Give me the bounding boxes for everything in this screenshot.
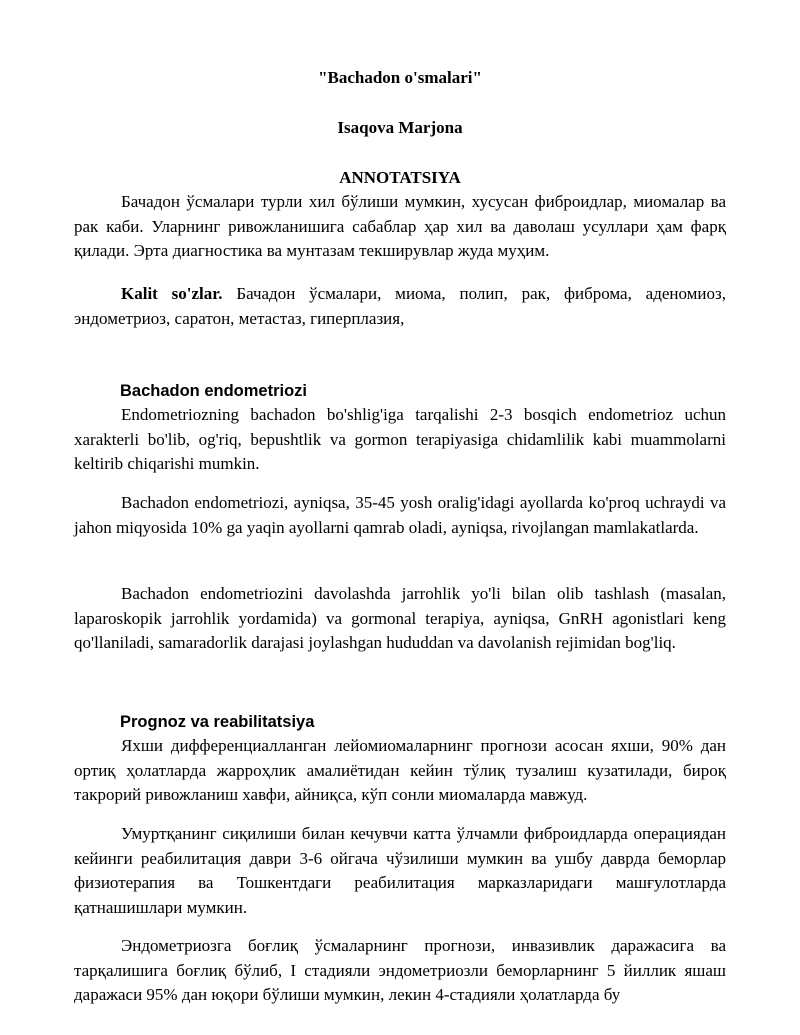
section1-paragraph-3: Bachadon endometriozini davolashda jarrohlik yo'li bilan olib tashlash (masalan, laparoskopik jarrohlik yordamida) va gormonal terapiya, ayniqsa, GnRH agonistlari keng qo'llaniladi, samaradorlik darajasi joylashgan hududdan va davolanish rejimidan bog'liq. xyxy=(74,584,726,653)
keywords-text: Бачадон ўсмалари, миома, полип, рак, фиброма, аденомиоз, эндометриоз, саратон, метастаз, гиперплазия, xyxy=(74,284,726,328)
section1-paragraph-1: Endometriozning bachadon bo'shlig'iga tarqalishi 2-3 bosqich endometrioz uchun xarakterli bo'lib, og'riq, bepushtlik va gormon terapiyasiga chidamlilik kabi muammolarni keltirib chiqarishi mumkin. xyxy=(74,405,726,474)
section-heading-endometriosis: Bachadon endometriozi xyxy=(120,382,308,400)
document-title: "Bachadon o'smalari" xyxy=(318,68,482,87)
section2-paragraph-1: Яхши дифференциалланган лейомиомаларнинг прогнози асосан яхши, 90% дан ортиқ ҳолатларда жарроҳлик амалиётидан кейин тўлиқ тузалиш кузатилади, бироқ такрорий ривожланиш хавфи, айниқса, кўп сонли миомаларда мавжуд. xyxy=(74,736,726,805)
keywords-label: Kalit so'zlar. xyxy=(121,284,223,303)
section-heading-prognosis: Prognoz va reabilitatsiya xyxy=(120,713,315,731)
annotation-heading: ANNOTATSIYA xyxy=(339,168,461,187)
annotation-paragraph: Бачадон ўсмалари турли хил бўлиши мумкин, хусусан фиброидлар, миомалар ва рак каби. Уларнинг ривожланишига сабаблар ҳар хил ва даволаш усуллари ҳам фарқ қилади. Эрта диагностика ва мунтазам текширувлар жуда муҳим. xyxy=(74,192,726,261)
keywords-paragraph xyxy=(74,282,726,331)
section1-paragraph-2: Bachadon endometriozi, ayniqsa, 35-45 yosh oralig'idagi ayollarda ko'proq uchraydi va jahon miqyosida 10% ga yaqin ayollarni qamrab oladi, ayniqsa, rivojlangan mamlakatlarda. xyxy=(74,493,726,537)
author-name: Isaqova Marjona xyxy=(337,118,463,137)
section2-paragraph-3: Эндометриозга боғлиқ ўсмаларнинг прогнози, инвазивлик даражасига ва тарқалишига боғлиқ бўлиб, I стадияли эндометриозли беморларнинг 5 йиллик яшаш даражаси 95% дан юқори бўлиши мумкин, лекин 4-стадияли ҳолатларда бу xyxy=(74,936,726,1005)
section2-paragraph-2: Умуртқанинг сиқилиши билан кечувчи катта ўлчамли фиброидларда операциядан кейинги реабилитация даври 3-6 ойгача чўзилиши мумкин ва ушбу даврда беморлар физиотерапия ва Тошкентдаги реабилитация марказларидаги машғулотларда қатнашишлари мумкин. xyxy=(74,824,726,917)
